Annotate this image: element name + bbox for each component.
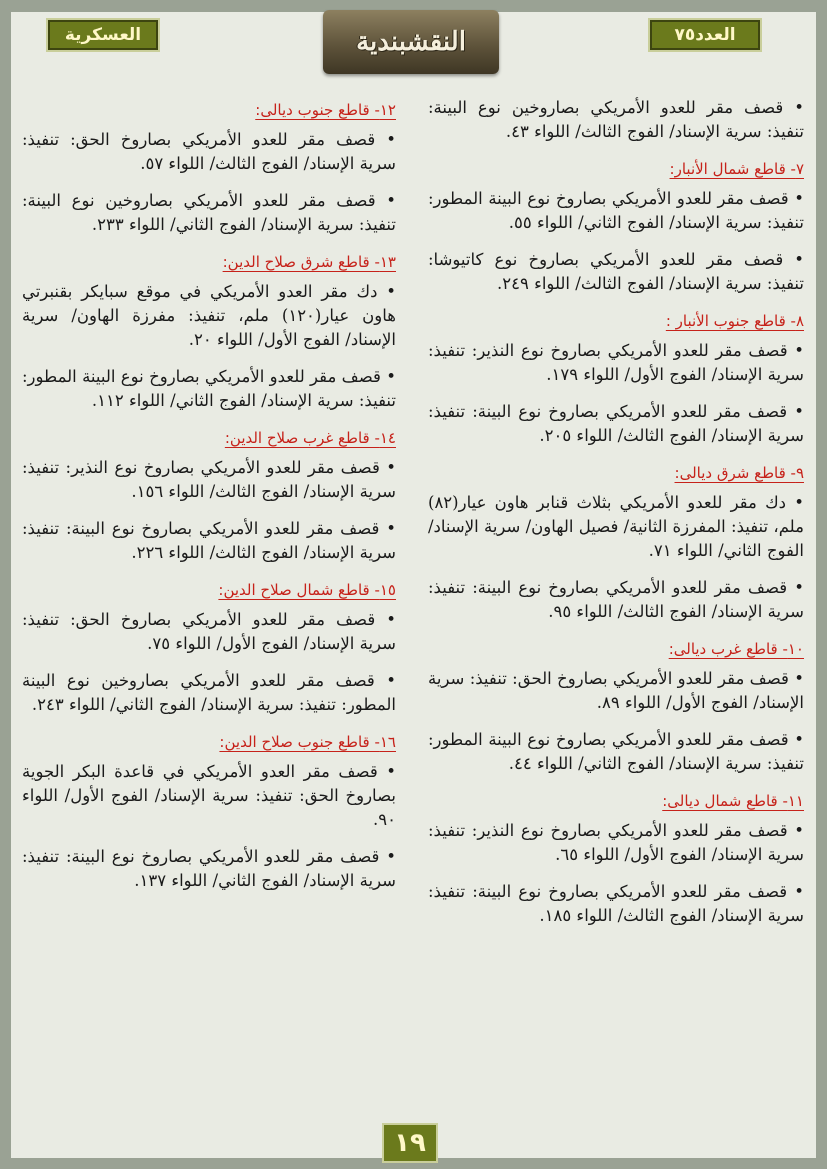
report-item: • قصف مقر للعدو الأمريكي بصاروخ نوع البينة: تنفيذ: سرية الإسناد/ الفوج الثاني/ اللواء ١٣٧. bbox=[22, 845, 396, 893]
report-item: • قصف مقر للعدو الأمريكي بصاروخ نوع البينة: تنفيذ: سرية الإسناد/ الفوج الثالث/ اللواء ٩٥. bbox=[428, 576, 804, 624]
report-item: • قصف مقر للعدو الأمريكي بصاروخ نوع النذير: تنفيذ: سرية الإسناد/ الفوج الثالث/ اللواء ١٥٦. bbox=[22, 456, 396, 504]
section-heading: ١٤- قاطع غرب صلاح الدين: bbox=[224, 429, 396, 447]
report-item: • قصف مقر للعدو الأمريكي بصاروخ نوع النذير: تنفيذ: سرية الإسناد/ الفوج الأول/ اللواء ١٧٩. bbox=[428, 339, 804, 387]
report-item: • قصف مقر للعدو الأمريكي بصاروخ نوع البينة: تنفيذ: سرية الإسناد/ الفوج الثالث/ اللواء ١٨٥. bbox=[428, 880, 804, 928]
section-heading: ٧- قاطع شمال الأنبار: bbox=[669, 160, 804, 178]
report-item: • قصف مقر للعدو الأمريكي بصاروخين نوع البينة: تنفيذ: سرية الإسناد/ الفوج الثاني/ اللواء ٢٣٣. bbox=[22, 189, 396, 237]
magazine-logo bbox=[323, 10, 499, 74]
report-item: • قصف مقر للعدو الأمريكي بصاروخ نوع البينة: تنفيذ: سرية الإسناد/ الفوج الثالث/ اللواء ٢٠٥. bbox=[428, 400, 804, 448]
section-badge-label: العسكرية bbox=[64, 25, 142, 45]
report-item: • قصف مقر للعدو الأمريكي بصاروخ الحق: تنفيذ: سرية الإسناد/ الفوج الأول/ اللواء ٨٩. bbox=[428, 667, 804, 715]
page-number-label: ١٩ bbox=[394, 1128, 426, 1158]
page-number bbox=[382, 1123, 438, 1163]
section-badge bbox=[46, 18, 160, 52]
report-item: • قصف مقر للعدو الأمريكي بصاروخ نوع البينة: تنفيذ: سرية الإسناد/ الفوج الثالث/ اللواء ٢٢٦. bbox=[22, 517, 396, 565]
report-item: • قصف مقر للعدو الأمريكي بصاروخين نوع البينة: تنفيذ: سرية الإسناد/ الفوج الثالث/ اللواء ٤٣. bbox=[428, 96, 804, 144]
section-heading: ١٢- قاطع جنوب ديالى: bbox=[255, 101, 396, 119]
section-heading: ١٦- قاطع جنوب صلاح الدين: bbox=[219, 733, 396, 751]
report-item: • قصف مقر للعدو الأمريكي بصاروخ نوع البينة المطور: تنفيذ: سرية الإسناد/ الفوج الثاني/ اللواء ٥٥. bbox=[428, 187, 804, 235]
report-item: • قصف مقر للعدو الأمريكي بصاروخ الحق: تنفيذ: سرية الإسناد/ الفوج الثالث/ اللواء ٥٧. bbox=[22, 128, 396, 176]
section-heading: ٩- قاطع شرق ديالى: bbox=[674, 464, 804, 482]
report-item: • قصف مقر للعدو الأمريكي بصاروخ نوع البينة المطور: تنفيذ: سرية الإسناد/ الفوج الثاني/ اللواء ١١٢. bbox=[22, 365, 396, 413]
report-item: • دك مقر للعدو الأمريكي بثلاث قنابر هاون عيار(٨٢) ملم، تنفيذ: المفرزة الثانية/ فصيل الهاون/ سرية الإسناد/ الفوج الثاني/ اللواء ٧١. bbox=[428, 491, 804, 563]
right-column bbox=[428, 96, 804, 941]
report-item: • قصف مقر للعدو الأمريكي بصاروخين نوع البينة المطور: تنفيذ: سرية الإسناد/ الفوج الثاني/ اللواء ٢٤٣. bbox=[22, 669, 396, 717]
report-item: • دك مقر العدو الأمريكي في موقع سبايكر بقنبرتي هاون عيار(١٢٠) ملم، تنفيذ: مفرزة الهاون/ سرية الإسناد/ الفوج الأول/ اللواء ٢٠. bbox=[22, 280, 396, 352]
report-item: • قصف مقر للعدو الأمريكي بصاروخ نوع النذير: تنفيذ: سرية الإسناد/ الفوج الأول/ اللواء ٦٥. bbox=[428, 819, 804, 867]
section-heading: ١١- قاطع شمال ديالى: bbox=[662, 792, 804, 810]
report-item: • قصف مقر للعدو الأمريكي بصاروخ نوع البينة المطور: تنفيذ: سرية الإسناد/ الفوج الثاني/ اللواء ٤٤. bbox=[428, 728, 804, 776]
report-item: • قصف مقر للعدو الأمريكي بصاروخ الحق: تنفيذ: سرية الإسناد/ الفوج الأول/ اللواء ٧٥. bbox=[22, 608, 396, 656]
logo-text: النقشبندية bbox=[356, 27, 466, 57]
issue-badge-label: العدد٧٥ bbox=[674, 25, 736, 45]
left-column bbox=[22, 96, 396, 906]
section-heading: ١٣- قاطع شرق صلاح الدين: bbox=[222, 253, 396, 271]
report-item: • قصف مقر للعدو الأمريكي بصاروخ نوع كاتيوشا: تنفيذ: سرية الإسناد/ الفوج الثالث/ اللواء ٢٤٩. bbox=[428, 248, 804, 296]
section-heading: ١٠- قاطع غرب ديالى: bbox=[668, 640, 804, 658]
report-item: • قصف مقر العدو الأمريكي في قاعدة البكر الجوية بصاروخ الحق: تنفيذ: سرية الإسناد/ الفوج الأول/ اللواء ٩٠. bbox=[22, 760, 396, 832]
section-heading: ١٥- قاطع شمال صلاح الدين: bbox=[218, 581, 396, 599]
issue-badge bbox=[648, 18, 762, 52]
section-heading: ٨- قاطع جنوب الأنبار : bbox=[665, 312, 804, 330]
